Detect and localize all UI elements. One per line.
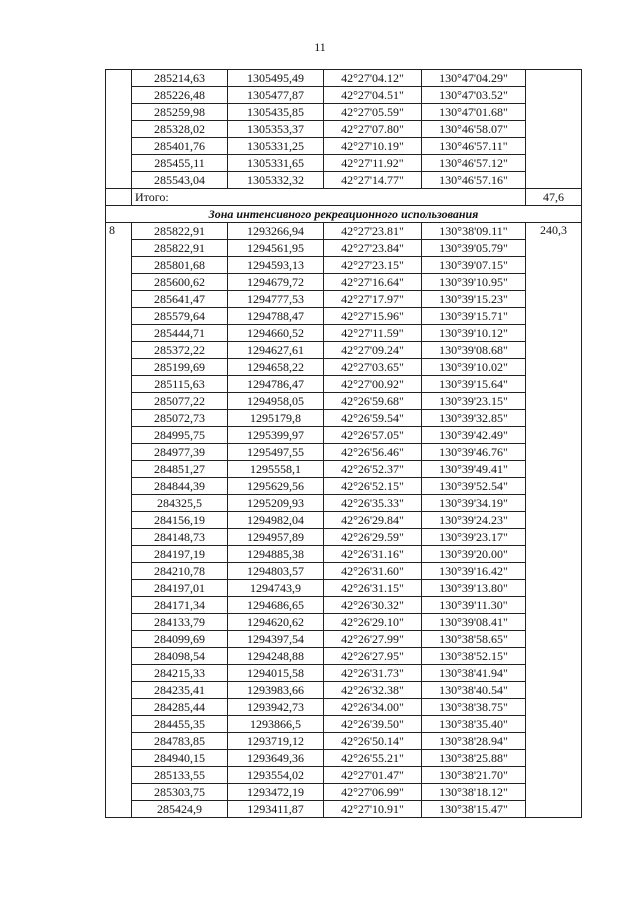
y-coordinate-cell: 1294248,88: [228, 648, 324, 665]
y-coordinate-cell: 1305477,87: [228, 87, 324, 104]
table-row: [106, 104, 582, 121]
x-coordinate-cell: 285115,63: [132, 376, 228, 393]
table-row: [106, 172, 582, 189]
x-coordinate-cell: 285077,22: [132, 393, 228, 410]
longitude-cell: 130°46'57.16": [422, 172, 526, 189]
y-coordinate-cell: 1294786,47: [228, 376, 324, 393]
x-coordinate-cell: 284197,01: [132, 580, 228, 597]
table-row: [106, 648, 582, 665]
longitude-cell: 130°39'23.17": [422, 529, 526, 546]
x-coordinate-cell: 285822,91: [132, 240, 228, 257]
x-coordinate-cell: 284851,27: [132, 461, 228, 478]
latitude-cell: 42°26'31.73": [324, 665, 422, 682]
x-coordinate-cell: 285072,73: [132, 410, 228, 427]
longitude-cell: 130°47'03.52": [422, 87, 526, 104]
y-coordinate-cell: 1294957,89: [228, 529, 324, 546]
y-coordinate-cell: 1294885,38: [228, 546, 324, 563]
longitude-cell: 130°46'57.12": [422, 155, 526, 172]
y-coordinate-cell: 1294982,04: [228, 512, 324, 529]
total-empty-cell: [106, 189, 132, 206]
table-row: [106, 274, 582, 291]
longitude-cell: 130°38'28.94": [422, 733, 526, 750]
x-coordinate-cell: 284285,44: [132, 699, 228, 716]
latitude-cell: 42°26'59.68": [324, 393, 422, 410]
longitude-cell: 130°38'52.15": [422, 648, 526, 665]
latitude-cell: 42°27'10.91": [324, 801, 422, 818]
latitude-cell: 42°27'04.51": [324, 87, 422, 104]
latitude-cell: 42°27'00.92": [324, 376, 422, 393]
y-coordinate-cell: 1293983,66: [228, 682, 324, 699]
latitude-cell: 42°26'29.10": [324, 614, 422, 631]
table-row: [106, 342, 582, 359]
total-label: Итого:: [132, 189, 526, 206]
longitude-cell: 130°39'05.79": [422, 240, 526, 257]
latitude-cell: 42°27'06.99": [324, 784, 422, 801]
latitude-cell: 42°26'27.95": [324, 648, 422, 665]
table-row: [106, 580, 582, 597]
longitude-cell: 130°39'46.76": [422, 444, 526, 461]
longitude-cell: 130°39'20.00": [422, 546, 526, 563]
y-coordinate-cell: 1295179,8: [228, 410, 324, 427]
x-coordinate-cell: 285801,68: [132, 257, 228, 274]
x-coordinate-cell: 285303,75: [132, 784, 228, 801]
x-coordinate-cell: 284215,33: [132, 665, 228, 682]
table-row: [106, 733, 582, 750]
table-row: [106, 155, 582, 172]
y-coordinate-cell: 1294627,61: [228, 342, 324, 359]
y-coordinate-cell: 1293866,5: [228, 716, 324, 733]
table-row: [106, 495, 582, 512]
total-row: [106, 189, 582, 206]
latitude-cell: 42°27'23.15": [324, 257, 422, 274]
x-coordinate-cell: 285600,62: [132, 274, 228, 291]
x-coordinate-cell: 284133,79: [132, 614, 228, 631]
table-row: [106, 784, 582, 801]
table-row: [106, 376, 582, 393]
longitude-cell: 130°38'15.47": [422, 801, 526, 818]
y-coordinate-cell: 1293411,87: [228, 801, 324, 818]
coordinates-table-body: [106, 70, 582, 818]
latitude-cell: 42°27'01.47": [324, 767, 422, 784]
table-row: [106, 682, 582, 699]
longitude-cell: 130°39'10.12": [422, 325, 526, 342]
table-row: [106, 461, 582, 478]
x-coordinate-cell: 284099,69: [132, 631, 228, 648]
table-row: [106, 240, 582, 257]
y-coordinate-cell: 1293942,73: [228, 699, 324, 716]
y-coordinate-cell: 1294561,95: [228, 240, 324, 257]
latitude-cell: 42°27'04.12": [324, 70, 422, 87]
table-row: [106, 546, 582, 563]
x-coordinate-cell: 284171,34: [132, 597, 228, 614]
y-coordinate-cell: 1305331,25: [228, 138, 324, 155]
longitude-cell: 130°38'25.88": [422, 750, 526, 767]
x-coordinate-cell: 285579,64: [132, 308, 228, 325]
longitude-cell: 130°39'16.42": [422, 563, 526, 580]
longitude-cell: 130°38'21.70": [422, 767, 526, 784]
y-coordinate-cell: 1294958,05: [228, 393, 324, 410]
y-coordinate-cell: 1295558,1: [228, 461, 324, 478]
latitude-cell: 42°26'29.84": [324, 512, 422, 529]
section-header-row: [106, 206, 582, 223]
longitude-cell: 130°39'42.49": [422, 427, 526, 444]
y-coordinate-cell: 1294658,22: [228, 359, 324, 376]
zone-number-cell: [106, 70, 132, 189]
latitude-cell: 42°26'52.37": [324, 461, 422, 478]
longitude-cell: 130°39'10.95": [422, 274, 526, 291]
y-coordinate-cell: 1294620,62: [228, 614, 324, 631]
y-coordinate-cell: 1294686,65: [228, 597, 324, 614]
y-coordinate-cell: 1295399,97: [228, 427, 324, 444]
table-row: [106, 87, 582, 104]
latitude-cell: 42°27'11.92": [324, 155, 422, 172]
x-coordinate-cell: 284156,19: [132, 512, 228, 529]
latitude-cell: 42°26'50.14": [324, 733, 422, 750]
x-coordinate-cell: 284783,85: [132, 733, 228, 750]
table-row: [106, 257, 582, 274]
longitude-cell: 130°39'15.64": [422, 376, 526, 393]
table-row: [106, 325, 582, 342]
table-row: [106, 529, 582, 546]
x-coordinate-cell: 285226,48: [132, 87, 228, 104]
x-coordinate-cell: 285455,11: [132, 155, 228, 172]
latitude-cell: 42°26'57.05": [324, 427, 422, 444]
x-coordinate-cell: 285133,55: [132, 767, 228, 784]
area-cell: 240,3: [526, 223, 582, 818]
longitude-cell: 130°39'11.30": [422, 597, 526, 614]
table-row: [106, 308, 582, 325]
y-coordinate-cell: 1294777,53: [228, 291, 324, 308]
y-coordinate-cell: 1294397,54: [228, 631, 324, 648]
y-coordinate-cell: 1293266,94: [228, 223, 324, 240]
latitude-cell: 42°26'35.33": [324, 495, 422, 512]
latitude-cell: 42°26'56.46": [324, 444, 422, 461]
latitude-cell: 42°27'07.80": [324, 121, 422, 138]
y-coordinate-cell: 1305332,32: [228, 172, 324, 189]
total-value: 47,6: [526, 189, 582, 206]
y-coordinate-cell: 1294788,47: [228, 308, 324, 325]
y-coordinate-cell: 1294743,9: [228, 580, 324, 597]
x-coordinate-cell: 284455,35: [132, 716, 228, 733]
y-coordinate-cell: 1294660,52: [228, 325, 324, 342]
x-coordinate-cell: 284210,78: [132, 563, 228, 580]
table-row: [106, 291, 582, 308]
x-coordinate-cell: 285199,69: [132, 359, 228, 376]
y-coordinate-cell: 1293472,19: [228, 784, 324, 801]
table-row: [106, 767, 582, 784]
longitude-cell: 130°39'13.80": [422, 580, 526, 597]
x-coordinate-cell: 285372,22: [132, 342, 228, 359]
table-row: [106, 614, 582, 631]
latitude-cell: 42°26'52.15": [324, 478, 422, 495]
table-row: [106, 801, 582, 818]
table-row: [106, 631, 582, 648]
y-coordinate-cell: 1295629,56: [228, 478, 324, 495]
longitude-cell: 130°38'40.54": [422, 682, 526, 699]
y-coordinate-cell: 1294803,57: [228, 563, 324, 580]
y-coordinate-cell: 1293649,36: [228, 750, 324, 767]
coordinates-table: [105, 69, 582, 818]
x-coordinate-cell: 285424,9: [132, 801, 228, 818]
table-row: [106, 597, 582, 614]
latitude-cell: 42°26'31.16": [324, 546, 422, 563]
longitude-cell: 130°38'38.75": [422, 699, 526, 716]
x-coordinate-cell: 285822,91: [132, 223, 228, 240]
longitude-cell: 130°39'52.54": [422, 478, 526, 495]
y-coordinate-cell: 1294593,13: [228, 257, 324, 274]
latitude-cell: 42°27'03.65": [324, 359, 422, 376]
latitude-cell: 42°26'39.50": [324, 716, 422, 733]
y-coordinate-cell: 1295497,55: [228, 444, 324, 461]
x-coordinate-cell: 284098,54: [132, 648, 228, 665]
table-row: [106, 223, 582, 240]
x-coordinate-cell: 284197,19: [132, 546, 228, 563]
x-coordinate-cell: 284995,75: [132, 427, 228, 444]
latitude-cell: 42°27'05.59": [324, 104, 422, 121]
latitude-cell: 42°26'31.60": [324, 563, 422, 580]
x-coordinate-cell: 285641,47: [132, 291, 228, 308]
y-coordinate-cell: 1295209,93: [228, 495, 324, 512]
page-number: 11: [314, 40, 326, 54]
x-coordinate-cell: 285259,98: [132, 104, 228, 121]
longitude-cell: 130°39'10.02": [422, 359, 526, 376]
longitude-cell: 130°38'35.40": [422, 716, 526, 733]
y-coordinate-cell: 1294015,58: [228, 665, 324, 682]
longitude-cell: 130°46'57.11": [422, 138, 526, 155]
longitude-cell: 130°39'15.23": [422, 291, 526, 308]
longitude-cell: 130°39'07.15": [422, 257, 526, 274]
y-coordinate-cell: 1294679,72: [228, 274, 324, 291]
longitude-cell: 130°39'15.71": [422, 308, 526, 325]
x-coordinate-cell: 284977,39: [132, 444, 228, 461]
longitude-cell: 130°38'09.11": [422, 223, 526, 240]
longitude-cell: 130°47'04.29": [422, 70, 526, 87]
latitude-cell: 42°26'29.59": [324, 529, 422, 546]
x-coordinate-cell: 285328,02: [132, 121, 228, 138]
x-coordinate-cell: 284844,39: [132, 478, 228, 495]
latitude-cell: 42°27'09.24": [324, 342, 422, 359]
longitude-cell: 130°39'23.15": [422, 393, 526, 410]
longitude-cell: 130°46'58.07": [422, 121, 526, 138]
longitude-cell: 130°47'01.68": [422, 104, 526, 121]
latitude-cell: 42°26'27.99": [324, 631, 422, 648]
longitude-cell: 130°38'58.65": [422, 631, 526, 648]
y-coordinate-cell: 1305435,85: [228, 104, 324, 121]
latitude-cell: 42°26'32.38": [324, 682, 422, 699]
longitude-cell: 130°39'34.19": [422, 495, 526, 512]
longitude-cell: 130°39'24.23": [422, 512, 526, 529]
area-cell: [526, 70, 582, 189]
latitude-cell: 42°27'16.64": [324, 274, 422, 291]
longitude-cell: 130°38'41.94": [422, 665, 526, 682]
table-row: [106, 138, 582, 155]
latitude-cell: 42°27'15.96": [324, 308, 422, 325]
x-coordinate-cell: 284325,5: [132, 495, 228, 512]
y-coordinate-cell: 1305331,65: [228, 155, 324, 172]
table-row: [106, 478, 582, 495]
latitude-cell: 42°26'55.21": [324, 750, 422, 767]
table-row: [106, 393, 582, 410]
longitude-cell: 130°39'08.68": [422, 342, 526, 359]
latitude-cell: 42°27'23.84": [324, 240, 422, 257]
table-row: [106, 563, 582, 580]
latitude-cell: 42°26'59.54": [324, 410, 422, 427]
table-row: [106, 716, 582, 733]
longitude-cell: 130°39'49.41": [422, 461, 526, 478]
latitude-cell: 42°27'17.97": [324, 291, 422, 308]
latitude-cell: 42°27'10.19": [324, 138, 422, 155]
table-row: [106, 70, 582, 87]
latitude-cell: 42°26'30.32": [324, 597, 422, 614]
section-title: Зона интенсивного рекреационного использования: [106, 206, 582, 223]
latitude-cell: 42°26'31.15": [324, 580, 422, 597]
latitude-cell: 42°26'34.00": [324, 699, 422, 716]
x-coordinate-cell: 284940,15: [132, 750, 228, 767]
longitude-cell: 130°39'32.85": [422, 410, 526, 427]
latitude-cell: 42°27'23.81": [324, 223, 422, 240]
y-coordinate-cell: 1293554,02: [228, 767, 324, 784]
x-coordinate-cell: 284148,73: [132, 529, 228, 546]
table-row: [106, 410, 582, 427]
y-coordinate-cell: 1305353,37: [228, 121, 324, 138]
table-row: [106, 359, 582, 376]
table-row: [106, 121, 582, 138]
x-coordinate-cell: 284235,41: [132, 682, 228, 699]
x-coordinate-cell: 285444,71: [132, 325, 228, 342]
table-row: [106, 665, 582, 682]
table-row: [106, 750, 582, 767]
y-coordinate-cell: 1305495,49: [228, 70, 324, 87]
table-row: [106, 444, 582, 461]
y-coordinate-cell: 1293719,12: [228, 733, 324, 750]
latitude-cell: 42°27'11.59": [324, 325, 422, 342]
table-row: [106, 512, 582, 529]
longitude-cell: 130°39'08.41": [422, 614, 526, 631]
table-row: [106, 427, 582, 444]
zone-number-cell: 8: [106, 223, 132, 818]
x-coordinate-cell: 285214,63: [132, 70, 228, 87]
x-coordinate-cell: 285401,76: [132, 138, 228, 155]
longitude-cell: 130°38'18.12": [422, 784, 526, 801]
table-row: [106, 699, 582, 716]
latitude-cell: 42°27'14.77": [324, 172, 422, 189]
x-coordinate-cell: 285543,04: [132, 172, 228, 189]
